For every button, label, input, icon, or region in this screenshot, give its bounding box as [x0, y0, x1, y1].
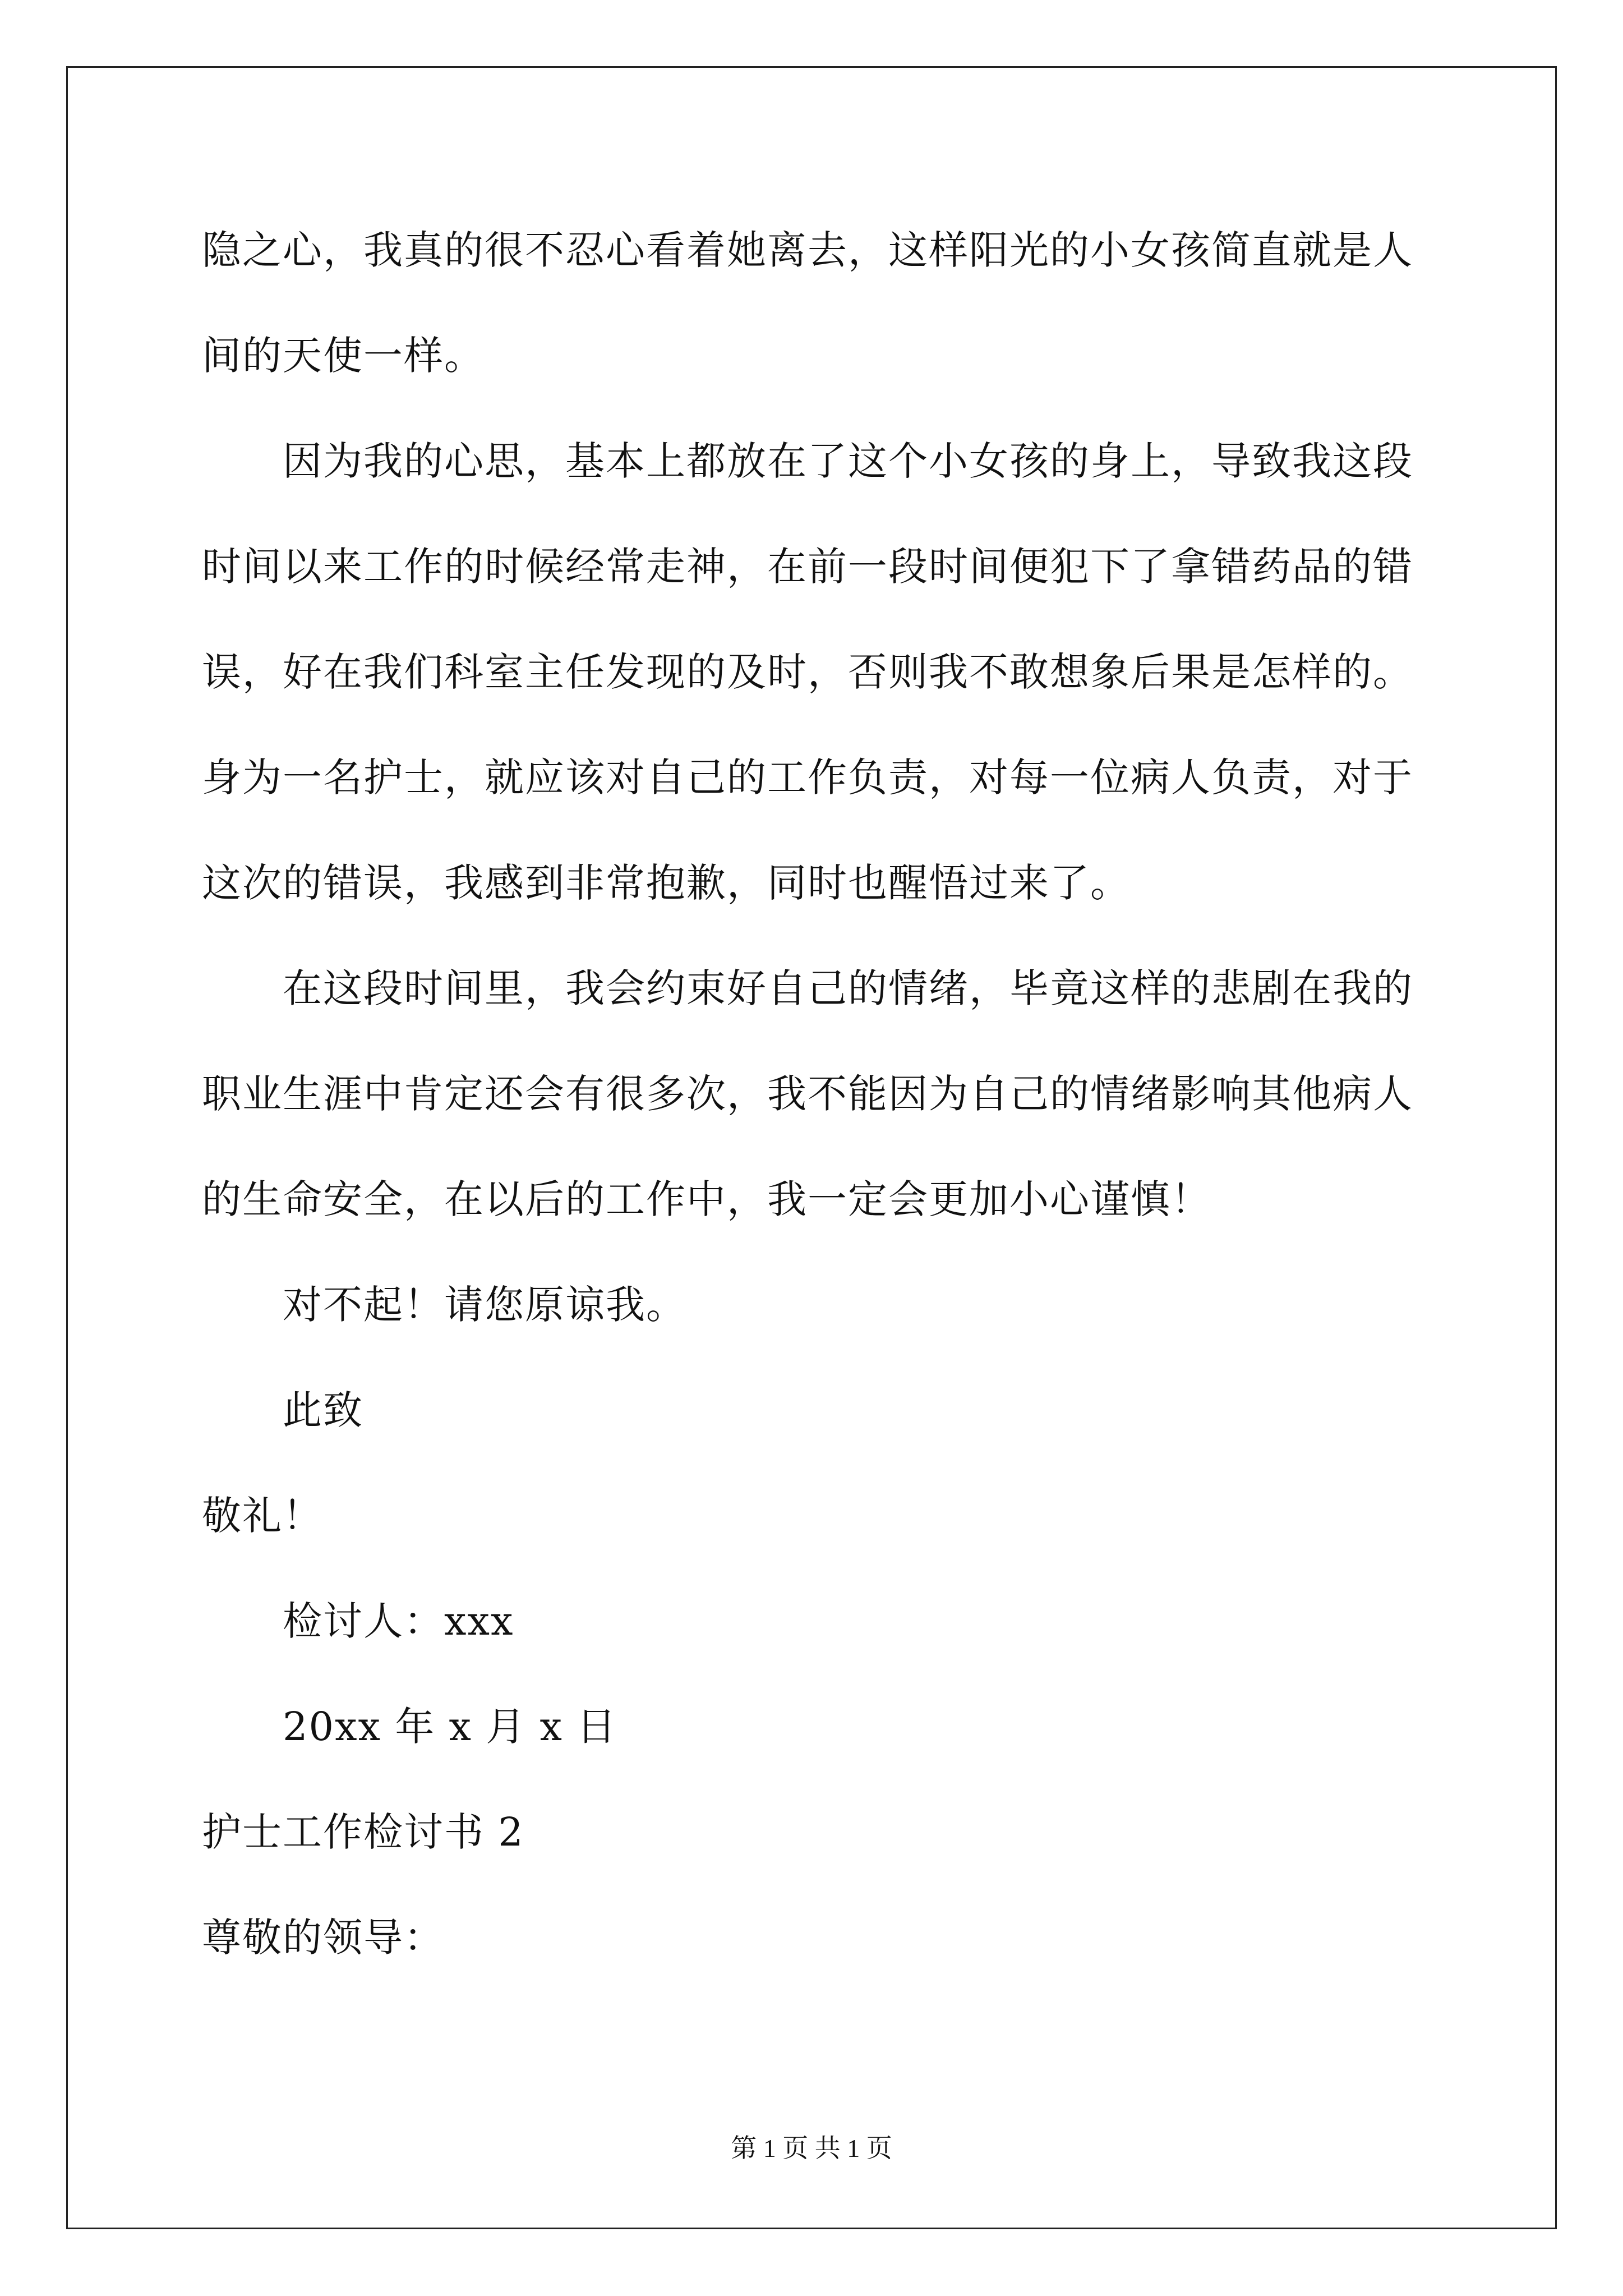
page-footer: 第 1 页 共 1 页	[731, 2134, 892, 2162]
paragraph-line: 间的天使一样。	[202, 333, 485, 379]
paragraph-line: 误，好在我们科室主任发现的及时，否则我不敢想象后果是怎样的。	[202, 649, 1413, 695]
section-title: 护士工作检讨书 2	[202, 1809, 524, 1855]
greeting-line: 尊敬的领导：	[202, 1915, 444, 1961]
closing-salutation: 此致	[283, 1387, 363, 1433]
paragraph-line: 因为我的心思，基本上都放在了这个小女孩的身上，导致我这段	[283, 438, 1413, 484]
paragraph-line: 在这段时间里，我会约束好自己的情绪，毕竟这样的悲剧在我的	[283, 965, 1413, 1011]
date-line: 20xx 年 x 月 x 日	[283, 1704, 617, 1750]
apology-line: 对不起！请您原谅我。	[283, 1282, 686, 1328]
paragraph-line: 的生命安全，在以后的工作中，我一定会更加小心谨慎！	[202, 1176, 1211, 1222]
signature-line: 检讨人：xxx	[283, 1598, 514, 1644]
page-border	[66, 66, 1557, 2229]
paragraph-line: 职业生涯中肯定还会有很多次，我不能因为自己的情绪影响其他病人	[202, 1071, 1413, 1117]
paragraph-line: 身为一名护士，就应该对自己的工作负责，对每一位病人负责，对于	[202, 754, 1413, 800]
closing-regards: 敬礼！	[202, 1493, 323, 1539]
paragraph-line: 这次的错误，我感到非常抱歉，同时也醒悟过来了。	[202, 860, 1131, 906]
paragraph-line: 时间以来工作的时候经常走神，在前一段时间便犯下了拿错药品的错	[202, 544, 1413, 590]
paragraph-line: 隐之心，我真的很不忍心看着她离去，这样阳光的小女孩简直就是人	[202, 227, 1413, 273]
